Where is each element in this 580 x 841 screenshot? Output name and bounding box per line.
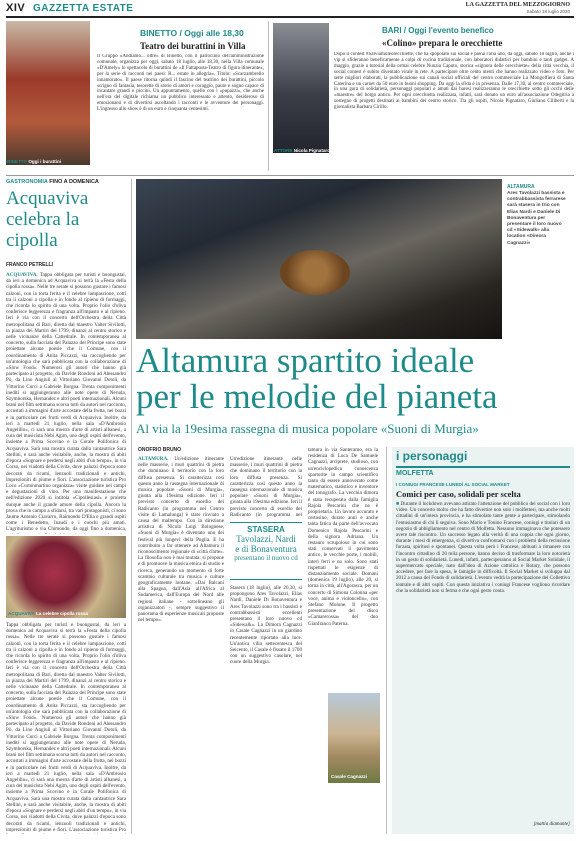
inset-line1: Tavolazzi, Nardi xyxy=(236,534,296,544)
page-number: XIV xyxy=(6,2,26,14)
main-title-line1: Altamura spartito ideale xyxy=(136,341,475,380)
personaggi-title: Comici per caso, solidali per scelta xyxy=(396,489,521,499)
bari-kicker: BARI / Oggi l'evento benefico xyxy=(382,26,494,35)
acquaviva-title: Acquaviva celebra la cipolla xyxy=(6,188,89,251)
column-divider xyxy=(131,179,132,834)
burattini-photo xyxy=(6,21,90,165)
side-caption: Ares Tavolazzi bassista e contrabbassista ferrarese sarà stasera in trio con Elias Nardi e Daniele Di Bonaventura per presentare il loro nuovo cd «Sidewalk» alla location «Dimora Cagnazzi» xyxy=(507,191,566,246)
personaggi-rule xyxy=(396,466,570,468)
binetto-title: Teatro dei burattini in Villa xyxy=(140,41,246,51)
main-text-col2-top: Un'edizione itinerante nelle masserie, i muri quattrini di pietra che dominano il territorio con la loro diffusa presenza. Si caratterizza così questo anno la rassegna internazionale di musica popolare «Suoni di Murgia», giunta alla 19esima edizione. Ieri il previsto concerto di esordio dei Radicanto (in programma nel xyxy=(230,456,302,518)
acquaviva-text-bottom: Tappa obbligata per turisti e buongustai, da ieri a domenica ad Acquaviva si terrà la «Festa della cipolla rossa». Nelle tre serate si possono gustare i famosi calzoni, con la torta ferita e il celebre lampascione, cotti tra ii calzoni a cipolla e in fondo al ripieno di formaggi, che ricorda lo spirito di una volta. Proprio l'olio d'oliva conferisce leggerezza e fragranza all'impasto e al ripieno. Ieri è via con il concerto dell'Orchestra della Città metropolitana di Bari, diretta dal maestro Valter Sivilotti, in piazza dei Martiri del 1799, dinanzi al centro storico e nelle vicinanze della Cattedrale. In contemporanea al concerto, sulla facciata del Palazzo del Principe sono state proiettate alcune poesie che il Comune, con il coordinamento di Anita Piccazzi, sta raccogliendo per un'antologia che sarà pubblicata con la collaborazione di «Slow Food». Numerosi gli autori che hanno già partecipato al progetto, da Davide Rondoni ad Alessandro Pò, da Lino Angiuli al Vittoriano Giovanni Dotoli, da Vittorino Curci a Gabriele Borgna. Trenta componimenti inediti si aggiungeranno alle note opere di Neruda, Szymborska, Hernandez e altri poeti internazionali. Alcuni brani nel film settimana scorsa tutti da autori nel racconto, accostati a immagini d'arte accostate della frutta, nei bozzi e in particolare nei frutti verdi di Acquaviva. Inoltre, da ieri a martedì 21 luglio, nella sala «D'Ambrosio Angelillo», ci sarà una mostra d'arte di artisti albanesi, a cura del musicista Nebi Agim, uno degli ospiti dell'evento, insieme a Prima Scovino e la Corale Polifonica di Acquaviva. Sarà una mostra curata dalla cantautrice Sara Stellini, e sarà anche visitabile, anche, la mostra di abiti d'epoca «Sognare e perdersi negli abiti d'un tempo», in via Corso, nei viadotti della Civita, dove palazzi d'epoca sono decorati da ricami, lenzuoli tradizionali e antichi, imprezioniti di piume e fiori. L'associazione turistica Pro xyxy=(6,622,126,833)
acquaviva-kicker: GASTRONOMIA FINO A DOMENICA xyxy=(6,179,99,185)
stasera-inset xyxy=(230,522,302,580)
bari-title: «Colino» prepara le orecchiette xyxy=(382,38,503,48)
personaggi-text: ■ Durante il lockdown avevano attirato l'attenzione del pubblico dei social con i loro video. Un concerto molto che ha fatto divertire non solo i molfettesi, ma anche molti cittadini di un'intera provincia, e ha stimolato tante gente a partecipare, stimolando l'entusiasmo di chi li seguiva. Sono Mario e Tonino Francese, coniugi e titolari di un negozio di abbigliamento nel centro di Molfetta. Nessuno immaginava che potessero avere tale riscontro. Un successo legato alla verità di una coppia che ogni giorno, durante i mesi di emergenza, si divertiva confrontarsi con i problemi della reclusione forzata, spiritosi e spontanei. Questa volta però i Francese, abituati a rimanere con l'incontro cittadino di 20 mila persone, hanno deciso di trasformare la loro notorietà in un gesto di solidarietà. Lunedì, infatti, parteciperanno al Social Market Solidale, il supermercato speciale, nato dall'idea di Azione cattolica e Rotary, che possono accedere, per fare la spesa, le famiglie in difficoltà. Il Social Market si sviluppa dal 2012 a causa del Fondo di solidarietà. L'evento vedrà la partecipazione del Collettivo teatrale e di altri ospiti. Con questa iniziativa i coniugi Francese vogliono ricordare che la solidarietà non si ferma e che ogni gesto conta. xyxy=(396,501,570,594)
guitar-shape xyxy=(280,250,350,295)
column-divider xyxy=(268,21,269,171)
burattini-photo-caption: BINETTO Oggi i burattini xyxy=(7,159,62,164)
personaggi-header: i personaggi xyxy=(396,449,468,463)
main-subtitle: Al via la 19esima rassegna di musica popolare «Suoni di Murgia» xyxy=(136,421,479,436)
issue-date: Sabato 18 luglio 2020 xyxy=(526,9,570,14)
personaggi-signature: [mattia diamante] xyxy=(533,822,570,827)
inset-line3: presentano il nuovo cd xyxy=(234,554,298,562)
casale-photo-caption: Casale Cagnazzi xyxy=(331,774,367,779)
main-byline: ONOFRIO BRUNO xyxy=(138,447,182,453)
binetto-kicker: BINETTO / Oggi alle 18,30 xyxy=(140,28,244,38)
inset-kicker: STASERA xyxy=(247,525,285,534)
casale-photo xyxy=(328,693,380,783)
pignataro-photo xyxy=(273,23,329,153)
binetto-text: Il Gruppo «Andiamo... oltre» di Binetto, con il patrocinio dell'amministrazione comunale, organizza per oggi, sabato 18 luglio, alle 18,30, nella Villa comunale «D'Amely» lo spettacolo di burattini de «Il Fattaposta-Teatro di figura itinerante», per la serie di racconti nei paesi: R... estate in allegria». Titolo: «Scarzambrello innamorato». Il paese ritorna quindi il fascino del teatrino dei burattini, piccolo scrigno di fantasia, tesorette di storie di amori e coraggio, paure e sogno capace di incantare grandi e piccini. Un appuntamento, quello con i «pupazzi», che anche nell'era del digitale richiama un pubblico interessato e attento, desideroso di emozionarsi e di divertirsi ascoltando i racconti e le avventure dei personaggi. L'ingresso allo show è di un euro e cinquanta centesimi. xyxy=(97,54,264,113)
section-rule xyxy=(6,175,574,176)
main-title-line2: per le melodie del pianeta xyxy=(136,377,498,416)
personaggi-kicker: MOLFETTA xyxy=(396,470,434,477)
cipolla-photo xyxy=(6,536,126,618)
side-caption-kicker: ALTAMURA xyxy=(507,184,535,190)
column-divider xyxy=(386,447,387,834)
inset-line2: e di Bonaventura xyxy=(235,544,297,554)
pignataro-photo-caption: ATTORE Nicola Pignataro xyxy=(274,148,330,153)
main-text-col2: Stasera (18 luglio), alle 20,30, si propongono Ares Tavolazzi, Elias Nardi, Daniele Di Bonaventura e Ares Tavolazzi sono tra i bassisti e contrabbassisti eccellenti presentano il loro nuovo cd «Sidewalk». La Dimora Cagnazzi in Casale Cagnazzi in un giardino recentemente riportato alla luce. Un'antica villa settecentesca del Seicento, il Casale è fissato il 1700 con un suggestivo casolare, nel cuore della Murgia. xyxy=(230,585,302,666)
acquaviva-byline: FRANCO PETRELLI xyxy=(6,262,53,268)
main-text-col3: tamura in via Santeramo, era la residenza di Luca De Samuele Cagnazzi, arciprete, studioso, con un'enciclopedica conoscenza spartorite in campo scientifico tanto da essere annoverato come matematico, statistico e inventore del tonografo. La vecchia dimora è stata recuperata dalla famiglia Rajola Pescarini che ne è proprietaria. Un lavoro accurato e certosino, durato anni e anche tanta fatica da parte dell'avvocato Domenico Rajola Pescarini e della signora Adriana. Un restauro scrupoloso in cui sono stati conservati il pavimento antico, le vecchie porte, i mobili, interi ferri e no solo. Sono stati rispettati le esigenze di distanziamento sociale. Domani (domenica 19 luglio), alle 20, si torna in città, all'Agorasca, per un concerto di Simona Colonna «per voce, anima e violoncello», con Stefano Molone. Il progetto presentazione del disco «Camarerossa» del duo Gianfranco Paterna. xyxy=(308,447,378,627)
bari-text: Dopo il contest #Salviamoleorecchiette, che ha spopolato sui social è piena l'aria uno, da oggi, sabato 18 luglio, anche i vip si sfideranno beneficamente a colpi di cucina tradizionale, con laboratori didattici per bambini e tanti gadget. A maggio, grazie a tutorial della ormai celebre Nunzia Caputo, storica «signora delle orecchiette» della città vecchia, il social contest è subito diventato virale in rete. A partecipare oltre cento utenti che hanno realizzato video e foto. Per sette migliori elaborati, la pubblicazione sui canali social ufficiali del centro commerciale La Mongolfiera di Santa Caterina e un carnet da 50 euro in buoni shopping. Da oggi la sfida è in presenza. Dalle 17,30, al centro commerciale, in una gara di solidarietà, personaggi popolari e amati dai baresi realizzeranno le orecchiette sotto gli occhi delle «maestre» del borgo antico. Per ogni orecchietta realizzata, infatti, sarà donato un euro all'associazione Odegitria a sostegno di progetti destinati ai bambini del centro storico. Tra gli ospiti, Nicola Pignataro, Giuliano Ciliberti e la giornalista Barbara Cirillo. xyxy=(334,52,574,111)
main-text-col1: ALTAMURA. Un'edizione itinerante nelle masserie, i muri quattrini di pietra che dominano il territorio con la loro diffusa presenza. Si caratterizza così questo anno la rassegna internazionale di musica popolare «Suoni di Murgia», giunta alla 19esima edizione. Ieri il previsto concerto di esordio dei Radicanto (in programma nel Centro visite di Lamalunga) è stato rinviato a causa del maltempo. Con la direzione artistica di Nicola Luigi Bolognese, «Suoni di Murgia» è diventato uno dei festival più longevi della Puglia. E ha contribuito a far ottenere ad Altamura il riconoscimento regionale di «città d'arte». La filosofia non è mai mutata: si propone e di promuove la musica etnica di studio e ricerca, generando un momento di forte scambio culturale tra musica e culture geograficamente lontane. «Dai Balcani alla Spagna, dall'Asia all'Africa al Sudamerica, dall'Europa del Nord alle regioni italiane - sottolineano gli organizzatori -, sempre suggestivo il panorama di esperienze musicali proposte nel tempo». xyxy=(138,456,224,624)
acquaviva-text-top: ACQUAVIVA. Tappa obbligata per turisti e buongustai, da ieri a domenica ad Acquaviva si terrà la «Festa della cipolla rossa». Nelle tre serate si possono gustare i famosi calzoni, con la torta ferita e il celebre lampascione, cotti tra ii calzoni a cipolla e in fondo al ripieno di formaggi, che ricorda lo spirito di una volta. Proprio l'olio d'oliva conferisce leggerezza e fragranza all'impasto e al ripieno. Ieri è via con il concerto dell'Orchestra della Città metropolitana di Bari, diretta dal maestro Valter Sivilotti, in piazza dei Martiri del 1799, dinanzi al centro storico e nelle vicinanze della Cattedrale. In contemporanea al concerto, sulla facciata del Palazzo del Principe sono state proiettate alcune poesie che il Comune, con il coordinamento di Anita Piccazzi, sta raccogliendo per un'antologia che sarà pubblicata con la collaborazione di «Slow Food». Numerosi gli autori che hanno già partecipato al progetto, da Davide Rondoni ad Alessandro Pò, da Lino Angiuli al Vittoriano Giovanni Dotoli, da Vittorino Curci a Gabriele Borgna. Trenta componimenti inediti si aggiungeranno alle note opere di Neruda, Szymborska, Hernandez e altri poeti internazionali. Alcuni brani nel film settimana scorsa tutti da autori nel racconto, accostati a immagini d'arte accostate della frutta, nei bozzi e in particolare nei frutti verdi di Acquaviva. Inoltre, da ieri a martedì 21 luglio, nella sala «D'Ambrosio Angelillo», ci sarà una mostra d'arte di artisti albanesi, a cura del musicista Nebi Agim, uno degli ospiti dell'evento, insieme a Prima Scovino e la Corale Polifonica di Acquaviva. Sarà una mostra curata dalla cantautrice Sara Stellini, e sarà anche visitabile, anche, la mostra di abiti d'epoca «Sognare e perdersi negli abiti d'un tempo», in via Corso, nei viadotti della Civita, dove palazzi d'epoca sono decorati da ricami, lenzuoli tradizionali e antichi, imprezioniti di piume e fiori. L'associazione turistica Pro Loco «Curtonmartino organizza» visite guidate nei campi e degustazioni di vino. Per una manifestazione che nell'edizione 2020 si intitola «Cipollesiasi» e proietta dunque anche il grande amore della cipolla. Ancora la prova che in campo a sfidarsi, tra vari protagonisti, ci sono Jaume Antonio Ciavarro, Raimondo D'Elia e grandi ospiti come i Benedetto, Inaudi e i cuochi più amati. L'agriturismo e via Chimondo, da oggi fino a domenica, xyxy=(6,272,126,533)
cipolla-photo-caption: ACQUAVIVA La celebre cipolla rossa xyxy=(8,611,89,616)
personaggi-subkicker: I CONIUGI FRANCESE LUNEDÌ AL SOCIAL MARKET xyxy=(396,482,510,487)
header-rule xyxy=(6,16,574,18)
newspaper-name: LA GAZZETTA DEL MEZZOGIORNO xyxy=(465,2,570,8)
section-title: GAZZETTA ESTATE xyxy=(33,3,134,14)
